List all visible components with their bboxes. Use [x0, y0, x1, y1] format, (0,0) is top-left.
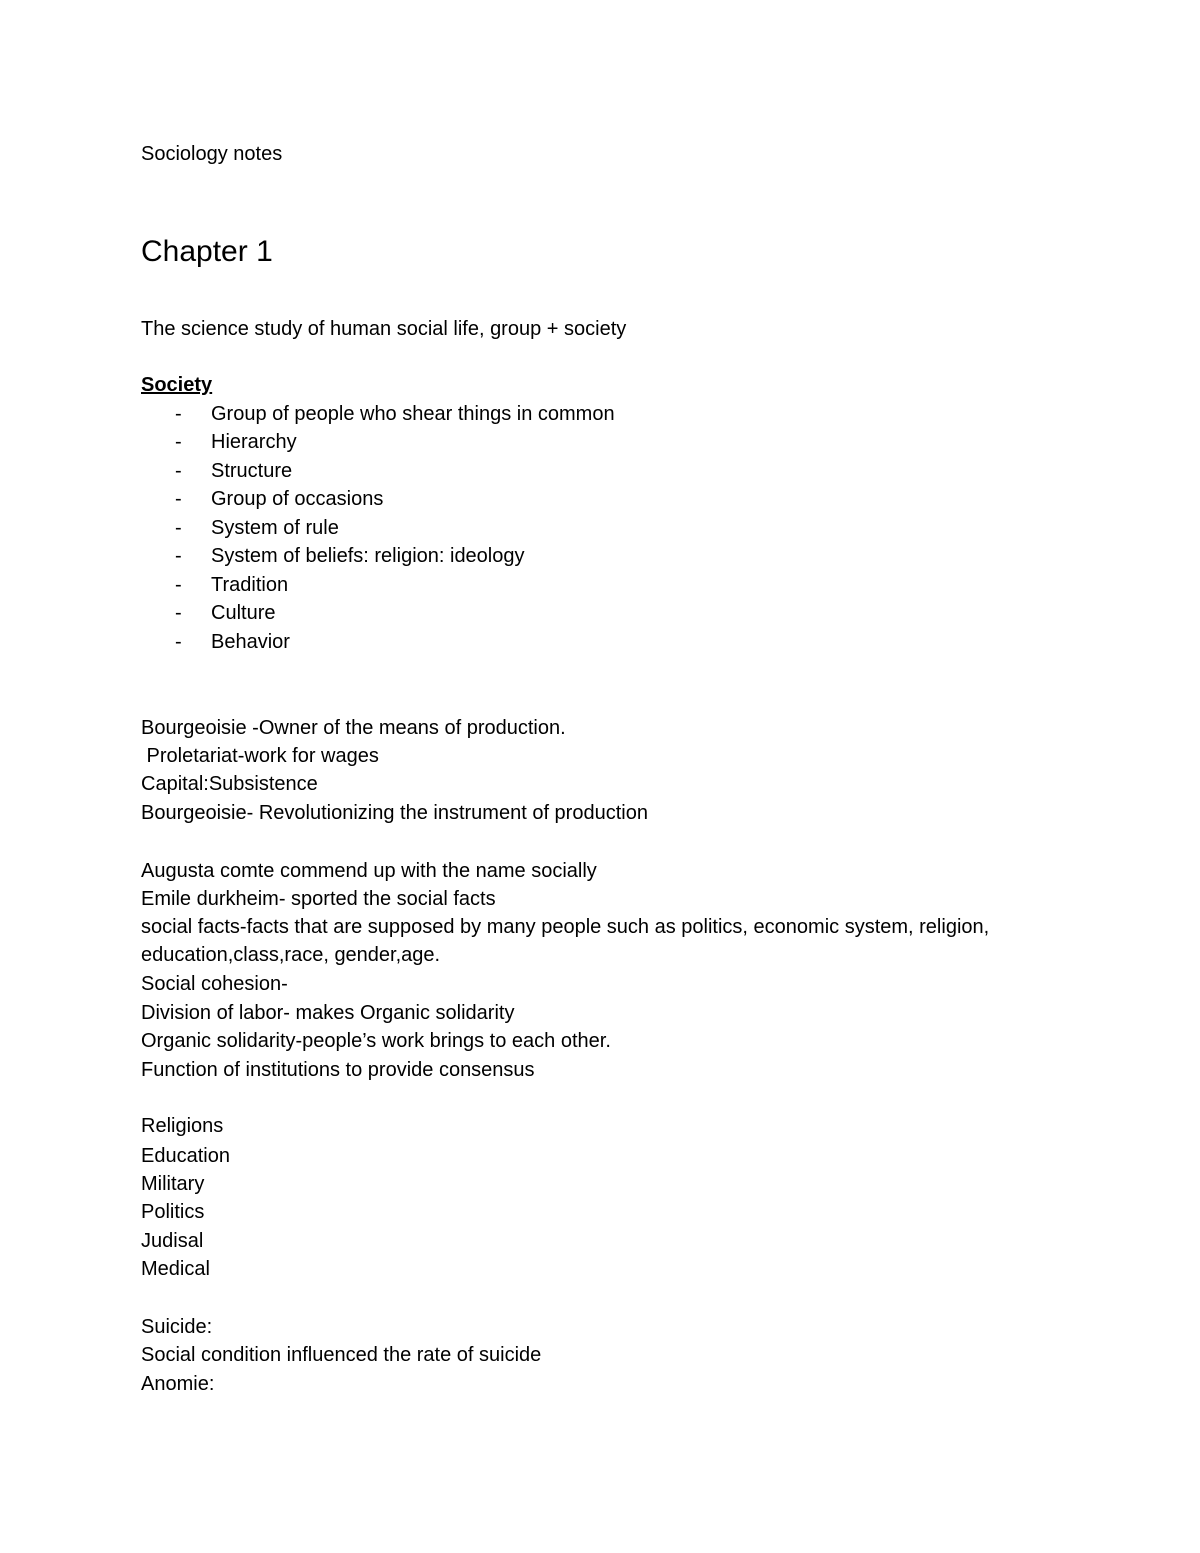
document-title: Sociology notes	[141, 143, 283, 165]
text-line: Anomie:	[141, 1373, 215, 1395]
bullet-marker: -	[175, 431, 182, 453]
text-line: Social condition influenced the rate of suicide	[141, 1344, 542, 1366]
text-line: Proletariat-work for wages	[141, 745, 379, 767]
text-line: Emile durkheim- sported the social facts	[141, 888, 496, 910]
text-line: Division of labor- makes Organic solidarity	[141, 1002, 515, 1024]
bullet-marker: -	[175, 545, 182, 567]
list-item: Tradition	[211, 574, 289, 596]
bullet-marker: -	[175, 574, 182, 596]
list-item: Judisal	[141, 1230, 204, 1252]
text-line: Social cohesion-	[141, 973, 288, 995]
text-line: Suicide:	[141, 1316, 213, 1338]
bullet-marker: -	[175, 460, 182, 482]
list-item: Group of people who shear things in common	[211, 403, 615, 425]
list-item: System of beliefs: religion: ideology	[211, 545, 525, 567]
list-item: Military	[141, 1173, 205, 1195]
text-line: Bourgeoisie- Revolutionizing the instrument of production	[141, 802, 648, 824]
list-item: System of rule	[211, 517, 339, 539]
chapter-heading: Chapter 1	[141, 235, 273, 268]
list-item: Politics	[141, 1201, 205, 1223]
list-item: Group of occasions	[211, 488, 384, 510]
bullet-marker: -	[175, 403, 182, 425]
text-line: Capital:Subsistence	[141, 773, 318, 795]
list-item: Education	[141, 1145, 230, 1167]
text-line: Augusta comte commend up with the name socially	[141, 860, 597, 882]
intro-text: The science study of human social life, group + society	[141, 318, 627, 340]
list-item: Medical	[141, 1258, 210, 1280]
list-item: Hierarchy	[211, 431, 297, 453]
bullet-marker: -	[175, 602, 182, 624]
text-line: Organic solidarity-people’s work brings to each other.	[141, 1030, 611, 1052]
list-item: Structure	[211, 460, 293, 482]
text-line: Function of institutions to provide consensus	[141, 1059, 535, 1081]
text-line: education,class,race, gender,age.	[141, 944, 441, 966]
society-heading: Society	[141, 374, 213, 396]
text-line: Bourgeoisie -Owner of the means of production.	[141, 717, 566, 739]
bullet-marker: -	[175, 488, 182, 510]
text-line: social facts-facts that are supposed by many people such as politics, economic system, religion,	[141, 916, 990, 938]
bullet-marker: -	[175, 517, 182, 539]
list-item: Culture	[211, 602, 276, 624]
list-item: Religions	[141, 1115, 224, 1137]
bullet-marker: -	[175, 631, 182, 653]
list-item: Behavior	[211, 631, 290, 653]
